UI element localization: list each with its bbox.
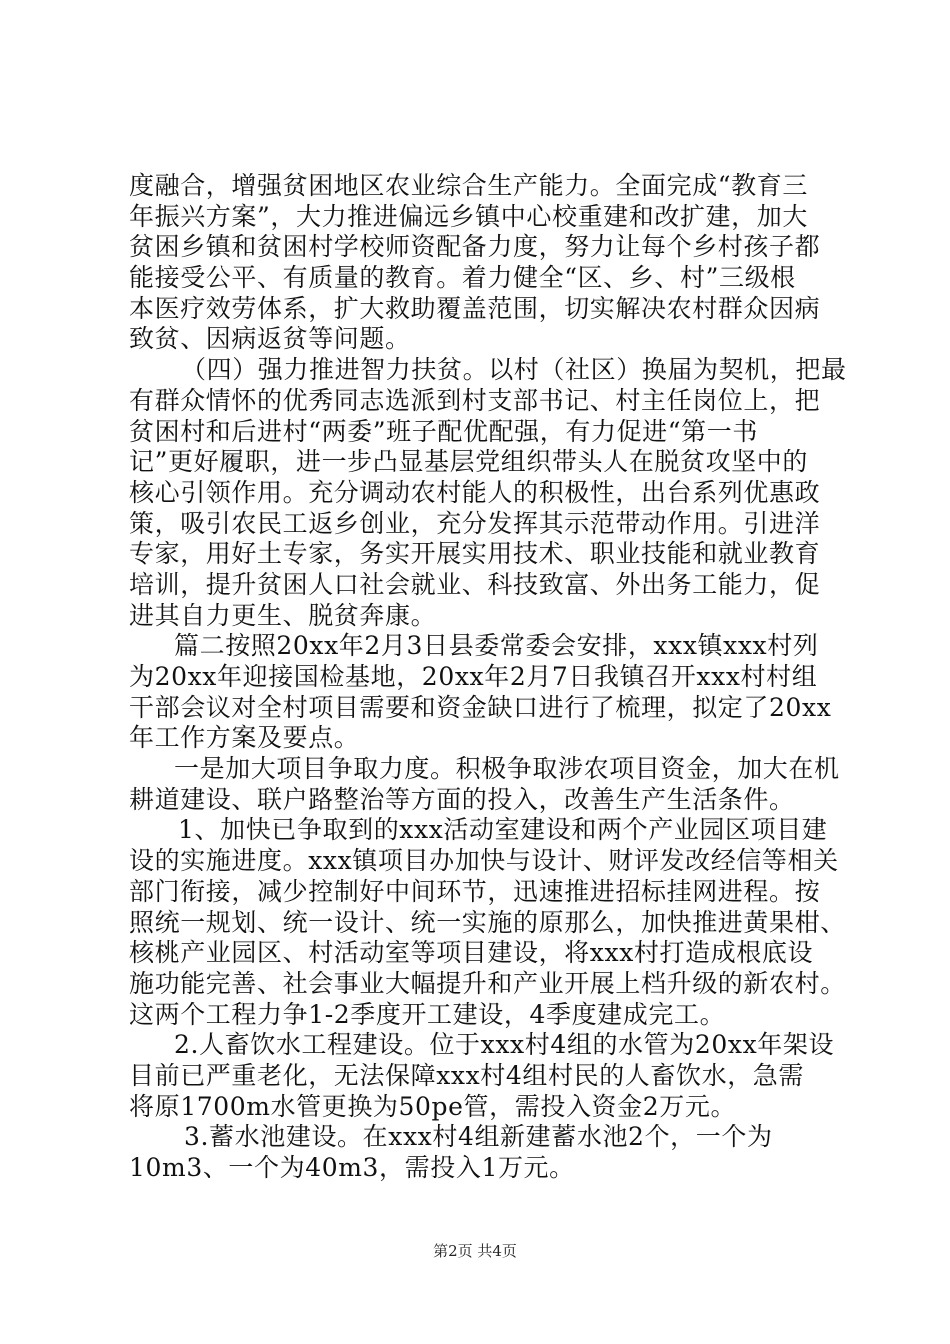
text-line: （四）强力推进智力扶贫。以村（社区）换届为契机，把最 <box>181 355 847 384</box>
text-line: 1、加快已争取到的xxx活动室建设和两个产业园区项目建 <box>178 815 828 844</box>
text-line: 设的实施进度。xxx镇项目办加快与设计、财评发改经信等相关 <box>129 846 839 875</box>
text-line: 度融合，增强贫困地区农业综合生产能力。全面完成“教育三 <box>129 171 808 200</box>
text-line: 致贫、因病返贫等问题。 <box>129 324 411 353</box>
text-line: 核心引领作用。充分调动农村能人的积极性，出台系列优惠政 <box>129 478 821 507</box>
text-line: 照统一规划、统一设计、统一实施的原那么，加快推进黄果柑、 <box>129 908 846 937</box>
text-line: 一是加大项目争取力度。积极争取涉农项目资金，加大在机 <box>174 754 840 783</box>
text-line: 年工作方案及要点。 <box>129 723 360 752</box>
text-line: 记”更好履职，进一步凸显基层党组织带头人在脱贫攻坚中的 <box>129 447 808 476</box>
text-line: 将原1700m水管更换为50pe管，需投入资金2万元。 <box>129 1092 737 1121</box>
text-line: 这两个工程力争1-2季度开工建设，4季度建成完工。 <box>129 1000 726 1029</box>
text-line: 有群众情怀的优秀同志选派到村支部书记、村主任岗位上，把 <box>129 386 821 415</box>
text-line: 部门衔接，减少控制好中间环节，迅速推进招标挂网进程。按 <box>129 877 821 906</box>
text-line: 贫困村和后进村“两委”班子配优配强，有力促进“第一书 <box>129 417 758 446</box>
text-line: 贫困乡镇和贫困村学校师资配备力度，努力让每个乡村孩子都 <box>129 232 821 261</box>
text-line: 为20xx年迎接国检基地，20xx年2月7日我镇召开xxx村村组 <box>129 662 818 691</box>
text-line: 进其自力更生、脱贫奔康。 <box>129 601 437 630</box>
text-line: 2.人畜饮水工程建设。位于xxx村4组的水管为20xx年架设 <box>174 1030 835 1059</box>
text-line: 10m3、一个为40m3，需投入1万元。 <box>129 1153 575 1182</box>
text-line: 耕道建设、联户路整治等方面的投入，改善生产生活条件。 <box>129 785 795 814</box>
text-line: 年振兴方案”，大力推进偏远乡镇中心校重建和改扩建，加大 <box>129 202 808 231</box>
text-line: 策，吸引农民工返乡创业，充分发挥其示范带动作用。引进洋 <box>129 509 821 538</box>
text-line: 培训，提升贫困人口社会就业、科技致富、外出务工能力，促 <box>129 570 821 599</box>
text-line: 3.蓄水池建设。在xxx村4组新建蓄水池2个，一个为 <box>184 1122 773 1151</box>
text-line: 干部会议对全村项目需要和资金缺口进行了梳理，拟定了20xx <box>129 693 832 722</box>
text-line: 本医疗效劳体系，扩大救助覆盖范围，切实解决农村群众因病 <box>129 294 821 323</box>
text-line: 目前已严重老化，无法保障xxx村4组村民的人畜饮水，急需 <box>129 1061 805 1090</box>
text-line: 核桃产业园区、村活动室等项目建设，将xxx村打造成根底设 <box>129 938 814 967</box>
text-line: 能接受公平、有质量的教育。着力健全“区、乡、村”三级根 <box>129 263 796 292</box>
page-footer: 第2页 共4页 <box>433 1242 517 1260</box>
text-line: 篇二按照20xx年2月3日县委常委会安排，xxx镇xxx村列 <box>174 631 819 660</box>
text-line: 施功能完善、社会事业大幅提升和产业开展上档升级的新农村。 <box>129 969 846 998</box>
text-line: 专家，用好土专家，务实开展实用技术、职业技能和就业教育 <box>129 539 821 568</box>
